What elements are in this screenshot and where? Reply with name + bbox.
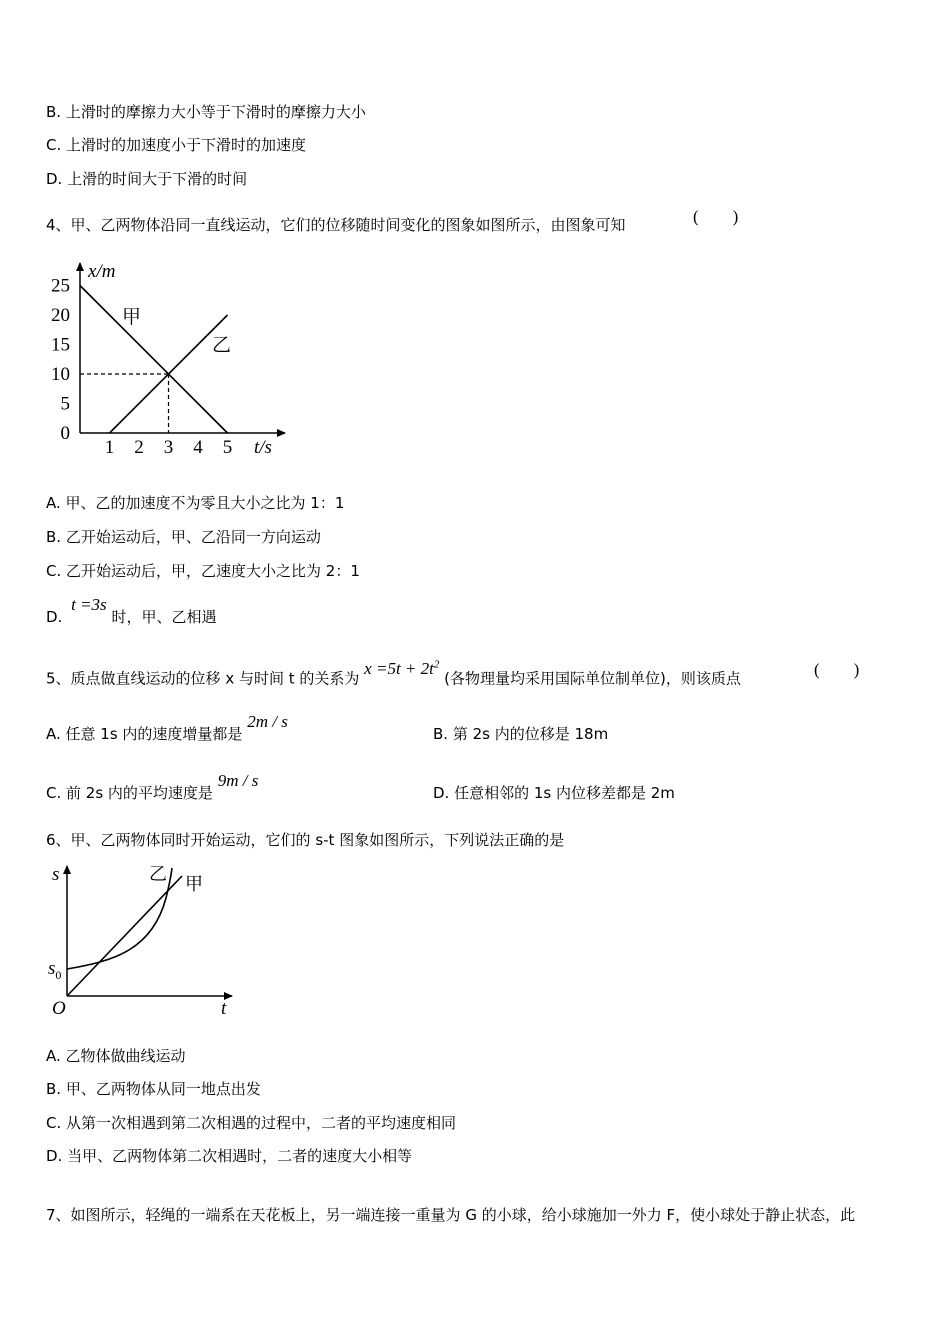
q5-formula (364, 659, 439, 678)
q5-stem-a: 5、质点做直线运动的位移 x 与时间 t 的关系为 (46, 669, 360, 688)
q6-option-a: A. 乙物体做曲线运动 (46, 1047, 186, 1065)
series-jia-line (80, 286, 228, 434)
q5-option-b: B. 第 2s 内的位移是 18m (433, 725, 609, 743)
q5-option-c-text: C. 前 2s 内的平均速度是 (46, 784, 213, 802)
q6-option-c: C. 从第一次相遇到第二次相遇的过程中，二者的平均速度相同 (46, 1114, 457, 1132)
q5-stem-b: (各物理量均采用国际单位制单位)，则该质点 (444, 669, 741, 688)
x-tick-label: 5 (222, 437, 233, 458)
q4-option-d-math: t =3s (71, 595, 107, 614)
q6-st-graph (44, 858, 254, 1020)
q3-option-b: B. 上滑时的摩擦力大小等于下滑时的摩擦力大小 (46, 103, 366, 121)
q5-option-a-text: A. 任意 1s 内的速度增量都是 (46, 725, 243, 743)
y-tick-label: 5 (60, 393, 70, 415)
q7-stem: 7、如图所示，轻绳的一端系在天花板上，另一端连接一重量为 G 的小球，给小球施加一外力 F，使小球处于静止状态，此 (46, 1206, 856, 1224)
x-tick-label: 2 (134, 437, 144, 458)
y-tick-labels (51, 276, 70, 445)
q5-stem (46, 658, 741, 689)
q3-option-c: C. 上滑时的加速度小于下滑时的加速度 (46, 136, 307, 154)
q6-option-d: D. 当甲、乙两物体第二次相遇时，二者的速度大小相等 (46, 1147, 413, 1165)
t-axis-label: t (221, 998, 227, 1019)
q5-formula-main: x =5t + 2t (364, 658, 434, 678)
y-tick-label: 20 (51, 305, 70, 326)
q5-formula-sup: 2 (433, 658, 440, 670)
q5-option-d: D. 任意相邻的 1s 内位移差都是 2m (433, 784, 675, 802)
q4-option-d-text: 时，甲、乙相遇 (111, 608, 217, 626)
q4-option-d-label: D. (46, 608, 63, 626)
series-yi-label: 乙 (212, 335, 232, 356)
q6-stem: 6、甲、乙两物体同时开始运动，它们的 s-t 图象如图所示，下列说法正确的是 (46, 831, 565, 849)
x-tick-label: 1 (104, 437, 115, 458)
q4-answer-paren: ( ) (693, 207, 739, 226)
q4-stem: 4、甲、乙两物体沿同一直线运动，它们的位移随时间变化的图象如图所示，由图象可知 (46, 216, 626, 234)
q5-option-a (46, 712, 288, 744)
q6-option-b: B. 甲、乙两物体从同一地点出发 (46, 1080, 261, 1098)
q4-option-a: A. 甲、乙的加速度不为零且大小之比为 1：1 (46, 494, 345, 512)
s-axis-label: s (52, 864, 60, 885)
q4-option-d (46, 595, 217, 627)
q3-option-d: D. 上滑的时间大于下滑的时间 (46, 170, 248, 188)
s0-label: $s_0$ (48, 958, 62, 982)
q5-answer-paren: ( ) (814, 660, 860, 679)
series-jia-label: 甲 (185, 874, 203, 894)
q4-xt-graph (40, 255, 290, 470)
series-jia-line (67, 876, 182, 996)
origin-label: O (52, 998, 66, 1019)
y-axis-label: x/m (88, 261, 116, 282)
x-tick-label: 4 (193, 437, 203, 458)
y-tick-label: 10 (51, 364, 70, 385)
q5-option-c-math: 9m / s (217, 771, 259, 790)
y-tick-label: 25 (51, 275, 70, 297)
q4-option-b: B. 乙开始运动后，甲、乙沿同一方向运动 (46, 528, 321, 546)
x-axis-label: t/s (254, 437, 272, 458)
q5-option-a-math: 2m / s (247, 712, 288, 731)
y-tick-label: 15 (51, 334, 70, 356)
series-jia-label: 甲 (122, 307, 142, 328)
y-tick-label: 0 (60, 423, 70, 444)
q4-option-c: C. 乙开始运动后，甲，乙速度大小之比为 2：1 (46, 562, 360, 580)
x-tick-label: 3 (163, 437, 174, 458)
series-yi-label: 乙 (149, 864, 167, 884)
q5-option-c (46, 771, 259, 803)
x-tick-labels (105, 437, 233, 458)
